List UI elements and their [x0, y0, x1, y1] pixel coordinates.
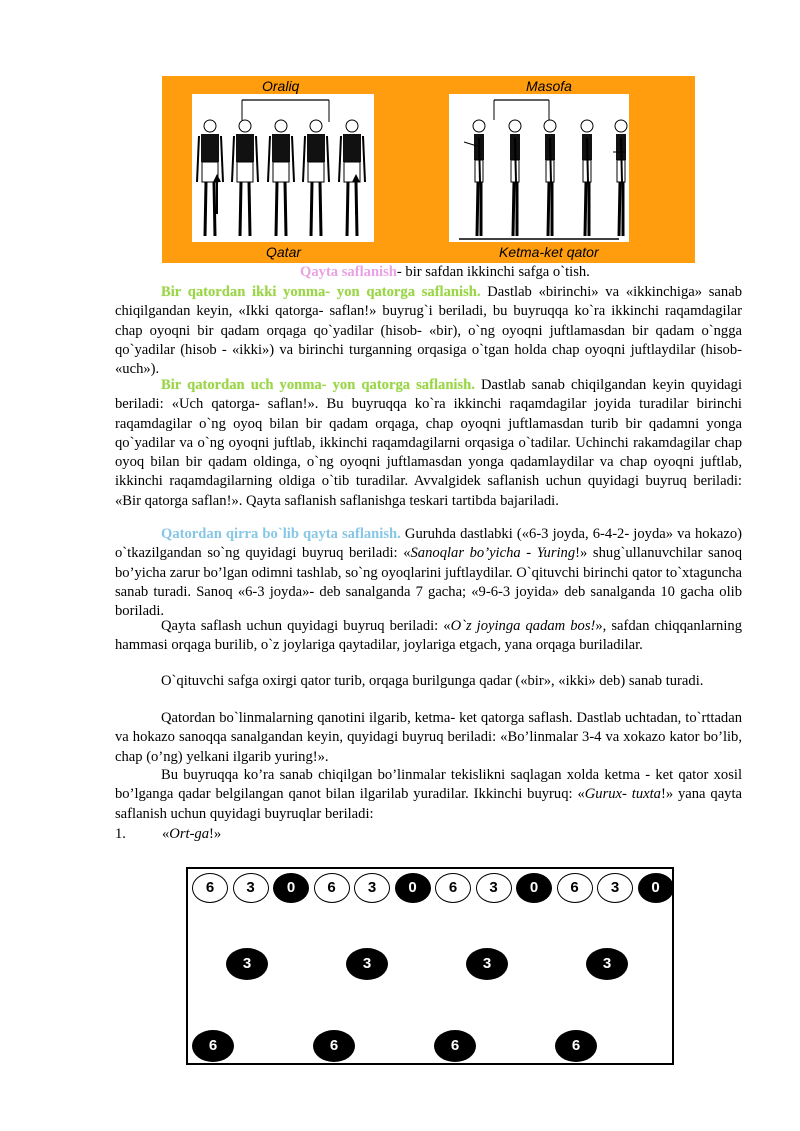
person-front	[197, 120, 223, 236]
person-side	[581, 120, 593, 236]
paragraph-text: », safdan chiqqanlarning hammasi orqaga burilib, o`z joylariga qaytadilar, joylariga etgach, yana orqaga buriladilar.	[115, 618, 743, 654]
paragraph-division-march	[115, 766, 742, 824]
front-row-figures	[192, 94, 374, 242]
side-column-illustration	[449, 94, 629, 242]
command-italic: Ort-ga	[169, 826, 210, 842]
command-italic: O`z joyinga qadam bos!	[450, 618, 596, 634]
white-marker: 6	[557, 873, 593, 903]
paragraph-text: !» shug`ullanuvchilar sanoq bo’yicha zarur bo’lgan odimni tashlab, so`ng oyoqlarini juftlaydilar. O`qituvchi birinchi qator to`xtaguncha sanab turadi. Sanoq «6-3 joyda»- deb sanalganda 7 gacha; «9-6-3 joyida» deb sanalganda 10 gacha olib boriladi.	[115, 545, 742, 620]
black-marker: 6	[192, 1030, 234, 1062]
black-marker: 3	[346, 948, 388, 980]
person-side	[473, 120, 485, 236]
black-marker: 3	[226, 948, 268, 980]
figure-caption	[300, 264, 590, 281]
paragraph-text: !» yana qayta saflanish uchun quyidagi buyruqlar beriladi:	[115, 786, 742, 822]
section-heading-three-rows: Bir qatordan uch yonma- yon qatorga saflanish.	[161, 377, 475, 393]
section-heading-two-rows: Bir qatordan ikki yonma- yon qatorga saflanish.	[161, 284, 481, 300]
paragraph-text: Guruhda dastlabki («6-3 joyda, 6-4-2- joyda» va hokazo) o`tkazilgandan so`ng quyidagi buyruq beriladi: «	[115, 526, 743, 562]
paragraph-three-row-formation	[115, 376, 742, 511]
black-marker: 0	[395, 873, 431, 903]
paragraph-text: Bu buyruqqa ko’ra sanab chiqilgan bo’linmalar tekislikni saqlagan xolda ketma - ket qator xosil bo’lganga qadar belgilangan qanot bilan ilgarilab yuradilar. Ikkinchi buyruq: «	[115, 767, 742, 803]
label-oraliq: Oraliq	[262, 78, 300, 94]
white-marker: 3	[476, 873, 512, 903]
white-marker: 3	[354, 873, 390, 903]
paragraph-teacher-count	[115, 672, 742, 691]
person-front	[268, 120, 294, 236]
black-marker: 6	[555, 1030, 597, 1062]
black-marker: 0	[516, 873, 552, 903]
command-italic: Gurux- tuxta	[584, 786, 661, 803]
paragraph-return-command	[115, 617, 742, 656]
label-masofa: Masofa	[526, 78, 572, 94]
formation-figure	[162, 76, 695, 263]
person-front	[339, 120, 365, 236]
person-side	[544, 120, 556, 236]
command-italic: Sanoqlar bo’yicha - Yuring	[410, 545, 576, 562]
black-marker: 6	[434, 1030, 476, 1062]
caption-text: - bir safdan ikkinchi safga o`tish.	[396, 264, 590, 280]
paragraph-division-column	[115, 709, 742, 767]
list-quote-close: !»	[209, 826, 222, 842]
person-side	[615, 120, 627, 236]
label-ketma-ket-qator: Ketma-ket qator	[499, 244, 599, 260]
caption-highlight: Qayta saflanish	[300, 264, 397, 280]
paragraph-text: Qatordan bo`linmalarning qanotini ilgarib, ketma- ket qatorga saflash. Dastlab uchtadan, to`rttadan va hokazo sanoqqa sanalgandan keyin, quyidagi buyruq beriladi: «Bo’linmalar 3-4 va xokazo kator bo’lib, chap (o’ng) yelkani ilgarib yuring!».	[115, 710, 742, 765]
paragraph-text: Qayta saflash uchun quyidagi buyruq beriladi: «	[161, 618, 451, 634]
front-people	[197, 120, 365, 236]
paragraph-edge-formation	[115, 525, 742, 621]
paragraph-two-row-formation	[115, 283, 742, 379]
black-marker: 0	[638, 873, 674, 903]
person-front	[303, 120, 329, 236]
person-side	[509, 120, 521, 236]
paragraph-text: Dastlab «birinchi» va «ikkinchiga» sanab chiqilgandan keyin, «Ikki qatorga- saflan!» buyrug`i beriladi, bu buyruqqa ko`ra ikkinchi raqamdagilar chap oyoqni bir qadam orqaga qo`yadilar (hisob- «bir), o`ng oyoqni juftlamasdan bir qadam o`ngga qo`yadilar (hisob - «ikki») va birinchi turganning orqasiga o`tgan holda chap oyoqni juftlaydilar (hisob- «uch»).	[115, 284, 742, 378]
list-number: 1.	[115, 826, 126, 842]
black-marker: 6	[313, 1030, 355, 1062]
side-people	[473, 120, 627, 236]
white-marker: 6	[192, 873, 228, 903]
front-row-illustration	[192, 94, 374, 242]
black-marker: 3	[586, 948, 628, 980]
paragraph-text: O`qituvchi safga oxirgi qator turib, orqaga burilgunga qadar («bir», «ikki» deb) sanab turadi.	[161, 673, 704, 689]
list-quote-open: «	[162, 826, 170, 842]
paragraph-text: Dastlab sanab chiqilgandan keyin quyidagi beriladi: «Uch qatorga- saflan!». Bu buyruqqa ko`ra ikkinchi raqamdagilar joyida turadilar birinchi raqamdagilar o`ng oyoq bilan bir qadam orqaga, chap oyoqni juftlamasdan turib bir qadamni yonga qo`yadilar va o`ng oyoqni juftlab, ikkinchi raqamdagilarni orqasiga o`tadilar. Uchinchi rakamdagilar chap oyoq bilan bir qadam oldinga, o`ng oyoqni juftlamasdan yonga qadamlaydilar va chap oyoqni juftlab, ikkinchi raqamdagilarning oldiga o`tib turadilar. Avvalgidek saflanish uchun quyidagi buyruq beriladi: «Bir qatorga saflan!». Qayta saflanish saflanishga teskari tartibda bajariladi.	[115, 377, 743, 509]
white-marker: 6	[314, 873, 350, 903]
count-formation-diagram	[186, 867, 674, 1065]
side-column-figures	[449, 94, 629, 242]
section-heading-edge: Qatordan qirra bo`lib qayta saflanish.	[161, 526, 401, 542]
white-marker: 6	[435, 873, 471, 903]
white-marker: 3	[233, 873, 269, 903]
command-list-item	[115, 826, 221, 843]
label-qatar: Qatar	[266, 244, 302, 260]
person-front	[232, 120, 258, 236]
black-marker: 3	[466, 948, 508, 980]
white-marker: 3	[597, 873, 633, 903]
black-marker: 0	[273, 873, 309, 903]
